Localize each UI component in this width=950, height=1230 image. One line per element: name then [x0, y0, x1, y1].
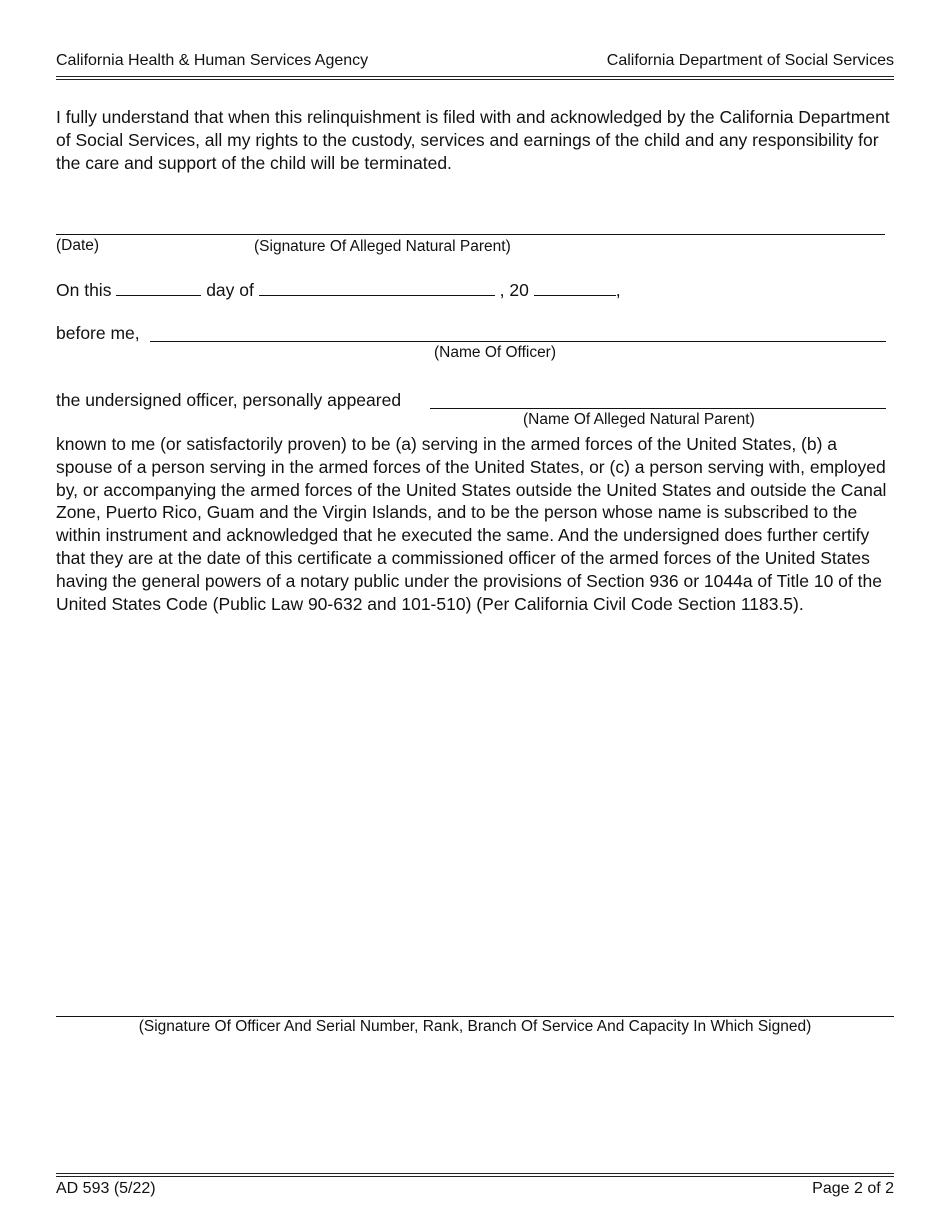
officer-signature-line[interactable]: [56, 1016, 894, 1017]
comma-text: ,: [615, 280, 621, 300]
header-rule: [56, 76, 894, 80]
certificate-body: known to me (or satisfactorily proven) to be (a) serving in the armed forces of the United States, (b) a spouse of a person serving in the armed forces of the United States, or (c) a person serving with, employed by, or accompanying the armed forces of the United States outside the United States and outside the Canal Zone, Puerto Rico, Guam and the Virgin Islands, and to be the person whose name is subscribed to the within instrument and acknowledged that he executed the same. And the undersigned does further certify that they are at the date of this certificate a commissioned officer of the armed forces of the United States having the general powers of a notary public under the provisions of Section 936 or 1044a of Title 10 of the United States Code (Public Law 90-632 and 101-510) (Per California Civil Code Section 1183.5).: [56, 434, 887, 614]
header-department: California Department of Social Services: [606, 52, 894, 69]
parent-name-field[interactable]: [430, 408, 886, 409]
day-field[interactable]: [116, 278, 201, 296]
footer-rule: [56, 1173, 894, 1177]
header-agency: California Health & Human Services Agency: [56, 52, 369, 69]
date-signature-line[interactable]: [56, 234, 885, 235]
officer-name-label: (Name Of Officer): [434, 344, 557, 361]
year-prefix-text: , 20: [499, 280, 529, 300]
day-of-text: day of: [206, 280, 254, 300]
date-label: (Date): [56, 237, 100, 254]
parent-name-label: (Name Of Alleged Natural Parent): [523, 411, 755, 428]
year-field[interactable]: [534, 278, 616, 296]
month-field[interactable]: [259, 278, 495, 296]
officer-name-field[interactable]: [150, 341, 886, 342]
acknowledgment-date-row: [56, 278, 621, 301]
appeared-text: the undersigned officer, personally appeared: [56, 390, 402, 410]
parent-signature-label: (Signature Of Alleged Natural Parent): [254, 238, 511, 255]
form-id: AD 593 (5/22): [56, 1180, 156, 1197]
before-me-text: before me,: [56, 323, 140, 343]
officer-signature-label: (Signature Of Officer And Serial Number, Rank, Branch Of Service And Capacity In Which Signed): [138, 1018, 812, 1035]
on-this-text: On this: [56, 280, 112, 300]
page-number: Page 2 of 2: [812, 1180, 894, 1197]
relinquishment-statement: I fully understand that when this relinquishment is filed with and acknowledged by the California Department of Social Services, all my rights to the custody, services and earnings of the child and any responsibility for the care and support of the child will be terminated.: [56, 107, 890, 173]
